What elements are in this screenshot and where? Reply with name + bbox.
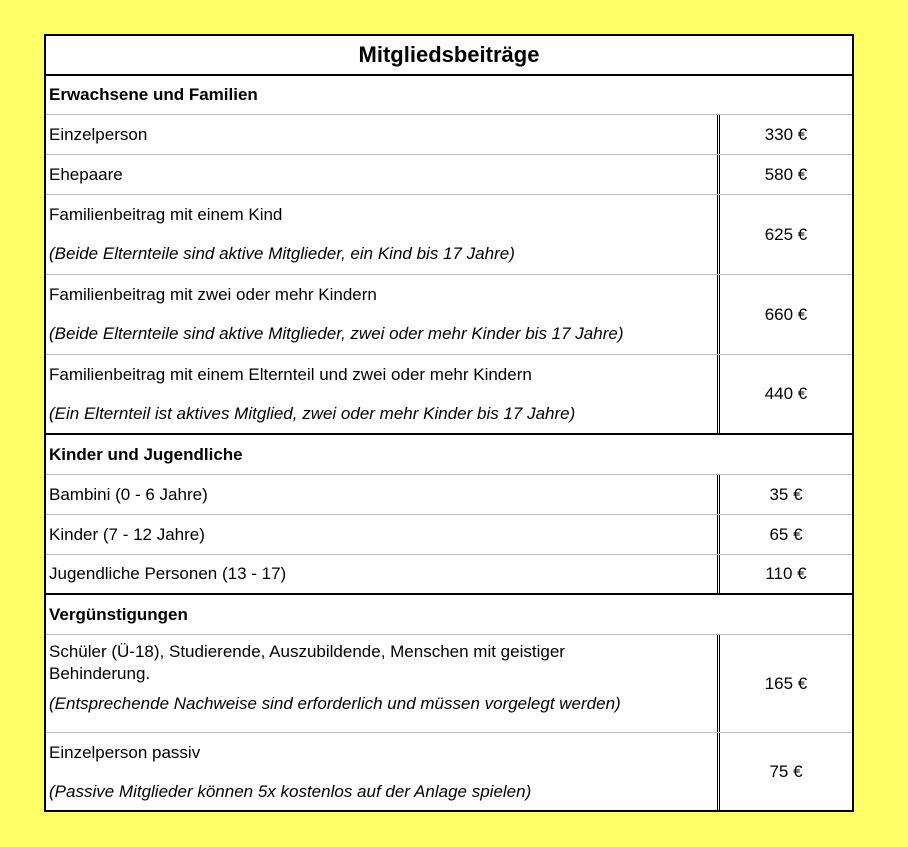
row-description <box>46 475 720 514</box>
row-description <box>46 195 720 274</box>
row-price: 580 € <box>764 164 808 184</box>
row-note: (Entsprechende Nachweise sind erforderlich und müssen vorgelegt werden) <box>49 694 621 713</box>
table-row <box>46 155 852 195</box>
page-title: Mitgliedsbeiträge <box>46 36 852 76</box>
row-label: Bambini (0 - 6 Jahre) <box>49 484 208 504</box>
membership-fees-table <box>44 34 854 812</box>
table-row <box>46 555 852 595</box>
section-heading-discounts: Vergünstigungen <box>46 595 852 635</box>
row-price: 110 € <box>765 564 807 583</box>
table-row <box>46 515 852 555</box>
table-row <box>46 275 852 355</box>
row-note: (Beide Elternteile sind aktive Mitglieder, zwei oder mehr Kinder bis 17 Jahre) <box>49 324 624 344</box>
row-price: 65 € <box>769 524 803 544</box>
table-row <box>46 733 852 811</box>
row-description <box>46 733 720 811</box>
row-label: Familienbeitrag mit einem Kind <box>49 204 283 224</box>
row-label: Kinder (7 - 12 Jahre) <box>49 524 205 544</box>
row-note: (Passive Mitglieder können 5x kostenlos auf der Anlage spielen) <box>49 781 532 801</box>
table-row <box>46 355 852 435</box>
table-row <box>46 475 852 515</box>
row-label: Familienbeitrag mit zwei oder mehr Kindern <box>49 284 377 304</box>
row-description <box>46 115 720 154</box>
row-note: (Ein Elternteil ist aktives Mitglied, zwei oder mehr Kinder bis 17 Jahre) <box>49 403 576 423</box>
row-label: Einzelperson passiv <box>49 742 201 762</box>
row-price: 35 € <box>769 484 803 504</box>
table-row <box>46 115 852 155</box>
section-heading-youth: Kinder und Jugendliche <box>46 435 852 475</box>
row-label: Familienbeitrag mit einem Elternteil und zwei oder mehr Kindern <box>49 364 532 384</box>
row-label: Jugendliche Personen (13 - 17) <box>49 564 287 583</box>
row-note: (Beide Elternteile sind aktive Mitglieder, ein Kind bis 17 Jahre) <box>49 244 515 264</box>
row-price: 330 € <box>764 124 808 144</box>
row-description <box>46 515 720 554</box>
row-price: 440 € <box>764 384 808 403</box>
row-description <box>46 275 720 354</box>
row-description <box>46 155 720 194</box>
row-price: 625 € <box>764 224 808 244</box>
table-row <box>46 635 852 733</box>
row-price: 660 € <box>764 304 808 324</box>
row-label: Ehepaare <box>49 164 123 184</box>
row-price: 165 € <box>764 673 808 693</box>
row-label-line2: Behinderung. <box>49 664 151 683</box>
row-description <box>46 635 720 732</box>
row-price: 75 € <box>769 762 803 781</box>
row-label-line1: Schüler (Ü-18), Studierende, Auszubildende, Menschen mit geistiger <box>49 642 565 661</box>
row-label: Einzelperson <box>49 124 148 144</box>
section-heading-adults: Erwachsene und Familien <box>46 76 852 115</box>
row-description <box>46 355 720 433</box>
table-row <box>46 195 852 275</box>
row-description <box>46 555 720 593</box>
